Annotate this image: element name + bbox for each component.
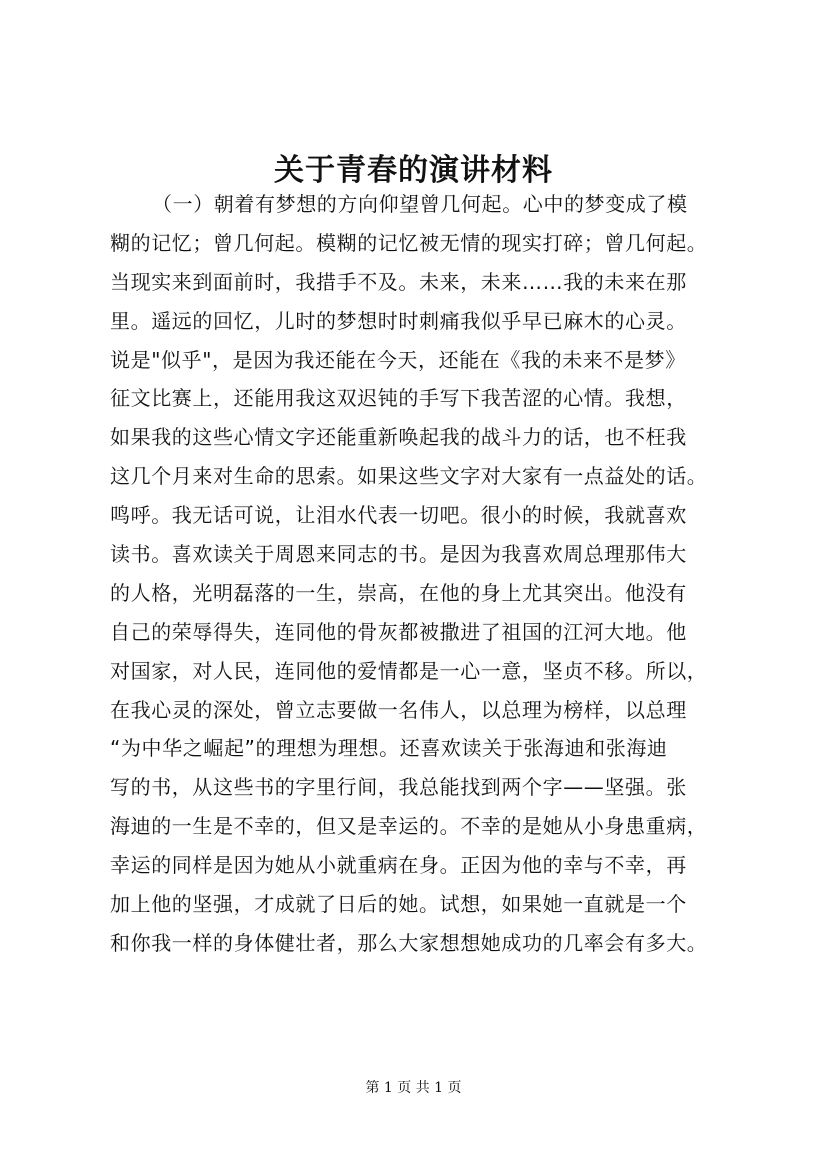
body-line: 当现实来到面前时，我措手不及。未来，未来……我的未来在那	[110, 269, 687, 294]
body-line: 写的书，从这些书的字里行间，我总能找到两个字——坚强。张	[110, 775, 687, 800]
body-line: 自己的荣辱得失，连同他的骨灰都被撒进了祖国的江河大地。他	[110, 619, 687, 644]
body-line: 鸣呼。我无话可说，让泪水代表一切吧。很小的时候，我就喜欢	[110, 503, 687, 528]
body-line: 这几个月来对生命的思索。如果这些文字对大家有一点益处的话。	[110, 464, 708, 489]
body-line: 说是"似乎"，是因为我还能在今天，还能在《我的未来不是梦》	[110, 347, 686, 372]
body-line: 如果我的这些心情文字还能重新唤起我的战斗力的话，也不枉我	[110, 425, 687, 450]
document-body	[110, 185, 730, 963]
body-line: 糊的记忆；曾几何起。模糊的记忆被无情的现实打碎；曾几何起。	[110, 230, 708, 255]
page-number-footer: 第 1 页 共 1 页	[365, 1080, 462, 1096]
body-line: 的人格，光明磊落的一生，崇高，在他的身上尤其突出。他没有	[110, 580, 687, 605]
body-line: （一）朝着有梦想的方向仰望曾几何起。心中的梦变成了模	[152, 192, 688, 216]
body-line: 对国家，对人民，连同他的爱情都是一心一意，坚贞不移。所以，	[110, 658, 708, 683]
body-line: 和你我一样的身体健壮者，那么大家想想她成功的几率会有多大。	[110, 930, 708, 955]
body-line: 读书。喜欢读关于周恩来同志的书。是因为我喜欢周总理那伟大	[110, 542, 687, 567]
body-line: 加上他的坚强，才成就了日后的她。试想，如果她一直就是一个	[110, 892, 687, 917]
document-title: 关于青春的演讲材料	[274, 153, 553, 188]
body-line: 幸运的同样是因为她从小就重病在身。正因为他的幸与不幸，再	[110, 853, 687, 878]
body-line: “为中华之崛起”的理想为理想。还喜欢读关于张海迪和张海迪	[110, 736, 668, 761]
body-line: 里。遥远的回忆，儿时的梦想时时刺痛我似乎早已麻木的心灵。	[110, 308, 687, 333]
body-line: 在我心灵的深处，曾立志要做一名伟人，以总理为榜样，以总理	[110, 697, 687, 722]
body-line: 征文比赛上，还能用我这双迟钝的手写下我苦涩的心情。我想，	[110, 386, 687, 411]
body-line: 海迪的一生是不幸的，但又是幸运的。不幸的是她从小身患重病，	[110, 814, 708, 839]
